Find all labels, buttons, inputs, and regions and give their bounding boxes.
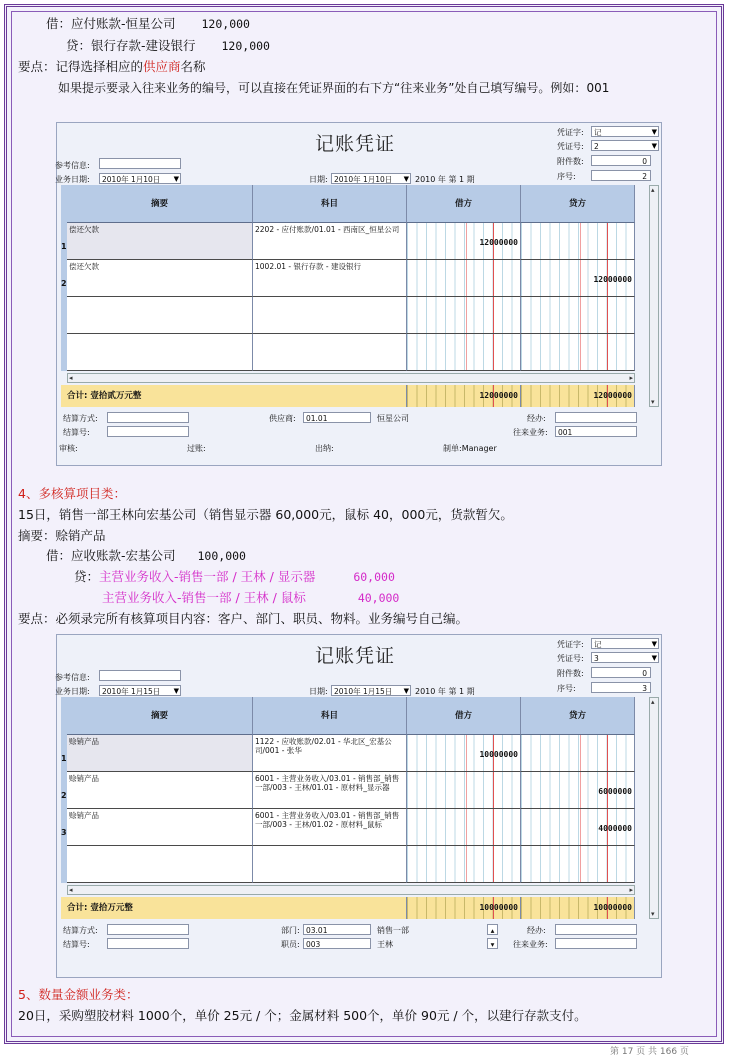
seq-input[interactable]: 2 [591, 170, 651, 181]
maker-field [443, 443, 497, 454]
decimal-line [493, 846, 494, 883]
biz-date-label: 业务日期: [55, 175, 90, 184]
scroll-down-icon[interactable]: ▾ [651, 910, 655, 918]
settle-no-label: 结算号: [63, 428, 90, 437]
debit-cell[interactable] [407, 334, 521, 371]
debit-amount: 12000000 [479, 238, 518, 247]
settle-method-label: 结算方式: [63, 926, 98, 935]
debit-amount: 10000000 [479, 750, 518, 759]
page-footer: 第 17 页 共 166 页 [610, 1047, 689, 1057]
summary-cell[interactable] [67, 334, 253, 371]
biz-date-label: 业务日期: [55, 687, 90, 696]
thousand-line [580, 772, 581, 809]
thousand-line [466, 809, 467, 846]
thousand-line [466, 735, 467, 772]
decimal-line [493, 260, 494, 297]
biz-date-picker[interactable]: 2010年 1月10日 ▼ [99, 173, 181, 184]
attach-input[interactable]: 0 [591, 155, 651, 166]
entry-debit-line [46, 16, 250, 32]
debit-cell[interactable] [407, 809, 521, 846]
settle-no-label: 结算号: [63, 940, 90, 949]
voucher-no-select[interactable]: 3 ▼ [591, 652, 659, 663]
section-4-credit-2 [102, 590, 399, 606]
thousand-line [580, 223, 581, 260]
thousand-line [580, 735, 581, 772]
date-picker[interactable]: 2010年 1月10日 ▼ [331, 173, 411, 184]
summary-cell[interactable] [67, 297, 253, 334]
voucher-title: 记账凭证 [315, 133, 396, 155]
row-number: 2 [61, 260, 67, 297]
attach-label: 附件数: [557, 669, 584, 678]
voucher-type-select[interactable]: 记 ▼ [591, 638, 659, 649]
credit-cell[interactable] [521, 334, 635, 371]
voucher-window-1 [56, 122, 662, 466]
header-account: 科目 [253, 697, 407, 735]
thousand-line [466, 260, 467, 297]
debit-amount: 120,000 [201, 17, 250, 31]
settle-no-input[interactable] [107, 938, 189, 949]
debit-account: 借：应付账款-恒星公司 [46, 16, 176, 31]
biz-no-input[interactable]: 001 [555, 426, 637, 437]
decimal-line [607, 223, 608, 260]
account-cell[interactable]: 6001 - 主营业务收入/03.01 - 销售部_销售一部/003 - 王林/01.01 - 原材料_显示器 [253, 772, 407, 809]
voucher-title: 记账凭证 [315, 645, 396, 667]
thousand-line [580, 260, 581, 297]
summary-cell[interactable]: 偿还欠款 [67, 223, 253, 260]
biz-no-label: 往来业务: [513, 428, 548, 437]
voucher-type-select[interactable]: 记 ▼ [591, 126, 659, 137]
decimal-line [493, 772, 494, 809]
credit-amount: 4000000 [598, 824, 632, 833]
key-point-suffix: 名称 [180, 59, 206, 74]
debit-cell[interactable] [407, 297, 521, 334]
credit-cell[interactable] [521, 297, 635, 334]
voucher-window-2 [56, 634, 662, 978]
entry-credit-line [66, 38, 270, 54]
vertical-scrollbar[interactable] [649, 697, 659, 919]
total-debit-cell [407, 897, 521, 919]
header-credit: 贷方 [521, 697, 635, 735]
s4-credit-2-account: 主营业务收入-销售一部 / 王林 / 鼠标 [102, 590, 306, 605]
scroll-up-icon[interactable]: ▴ [651, 698, 655, 706]
scroll-right-icon[interactable]: ▸ [629, 886, 633, 894]
summary-cell[interactable]: 赊销产品 [67, 809, 253, 846]
credit-cell[interactable] [521, 735, 635, 772]
supplier-label: 供应商: [269, 414, 296, 423]
grid-corner [61, 185, 67, 223]
voucher-no-select[interactable]: 2 ▼ [591, 140, 659, 151]
header-summary: 摘要 [67, 697, 253, 735]
date-label: 日期: [309, 175, 328, 184]
thousand-line [580, 846, 581, 883]
horizontal-scrollbar[interactable] [67, 885, 635, 895]
thousand-line [580, 334, 581, 371]
thousand-line [466, 772, 467, 809]
hint-line: 如果提示要录入往来业务的编号，可以直接在凭证界面的右下方“往来业务”处自己填写编号。例如：001 [58, 81, 610, 95]
credit-cell[interactable] [521, 772, 635, 809]
biz-no-input[interactable] [555, 938, 637, 949]
account-cell[interactable] [253, 846, 407, 883]
s4-debit-amount: 100,000 [197, 549, 246, 563]
header-account: 科目 [253, 185, 407, 223]
supplier-input[interactable]: 01.01 [303, 412, 371, 423]
section-4-summary: 摘要：赊销产品 [18, 528, 106, 543]
voucher-type-label: 凭证字: [557, 128, 584, 137]
section-4-title: 4、多核算项目类： [18, 486, 126, 501]
section-4-line-1: 15日，销售一部王林向宏基公司（销售显示器 60,000元，鼠标 40，000元，货款暂欠。 [18, 507, 513, 522]
dept-label: 部门: [281, 926, 300, 935]
voucher-no-label: 凭证号: [557, 654, 584, 663]
handler-input[interactable] [555, 412, 637, 423]
section-5-title: 5、数量金额业务类： [18, 987, 139, 1002]
horizontal-scrollbar[interactable] [67, 373, 635, 383]
thousand-line [580, 297, 581, 334]
section-5-line-1: 20日，采购塑胶材料 1000个，单价 25元 / 个；金属材料 500个，单价 90元 / 个，以建行存款支付。 [18, 1008, 587, 1023]
header-debit: 借方 [407, 697, 521, 735]
voucher-no-label: 凭证号: [557, 142, 584, 151]
settle-method-input[interactable] [107, 412, 189, 423]
account-cell[interactable]: 2202 - 应付账款/01.01 - 西南区_恒星公司 [253, 223, 407, 260]
section-4-debit [46, 548, 246, 564]
debit-cell[interactable] [407, 735, 521, 772]
header-credit: 贷方 [521, 185, 635, 223]
scroll-up-icon[interactable]: ▴ [651, 186, 655, 194]
scroll-left-icon[interactable]: ◂ [69, 886, 73, 894]
account-cell[interactable] [253, 297, 407, 334]
handler-input[interactable] [555, 924, 637, 935]
handler-label: 经办: [527, 926, 546, 935]
total-label: 合计: 壹拾贰万元整 [61, 385, 407, 407]
thousand-line [466, 297, 467, 334]
row-number: 2 [61, 772, 67, 809]
key-point-line [18, 59, 206, 75]
staff-name: 王林 [377, 940, 393, 949]
spin-down-icon[interactable]: ▾ [487, 938, 498, 949]
ref-info-input[interactable] [99, 158, 181, 169]
cashier-label: 出纳: [315, 444, 334, 453]
seq-label: 序号: [557, 684, 576, 693]
settle-method-input[interactable] [107, 924, 189, 935]
audit-label: 审核: [59, 444, 78, 453]
supplier-name: 恒星公司 [377, 414, 409, 423]
section-4-credit-1 [74, 569, 395, 585]
total-credit-cell [521, 385, 635, 407]
credit-account: 贷：银行存款-建设银行 [66, 38, 196, 53]
decimal-line [607, 846, 608, 883]
total-debit-cell [407, 385, 521, 407]
s4-credit-1-account: 主营业务收入-销售一部 / 王林 / 显示器 [99, 569, 316, 584]
staff-input[interactable]: 003 [303, 938, 371, 949]
s4-credit-1-amount: 60,000 [353, 570, 395, 584]
total-credit: 12000000 [593, 391, 632, 400]
seq-input[interactable]: 3 [591, 682, 651, 693]
scroll-right-icon[interactable]: ▸ [629, 374, 633, 382]
debit-cell[interactable] [407, 846, 521, 883]
thousand-line [466, 846, 467, 883]
total-debit: 10000000 [479, 903, 518, 912]
date-label: 日期: [309, 687, 328, 696]
settle-no-input[interactable] [107, 426, 189, 437]
decimal-line [607, 735, 608, 772]
thousand-line [580, 809, 581, 846]
header-summary: 摘要 [67, 185, 253, 223]
handler-label: 经办: [527, 414, 546, 423]
decimal-line [493, 297, 494, 334]
header-debit: 借方 [407, 185, 521, 223]
credit-amount: 6000000 [598, 787, 632, 796]
total-credit: 10000000 [593, 903, 632, 912]
row-number: 3 [61, 809, 67, 846]
key-point-highlight: 供应商 [143, 59, 181, 74]
section-4-key-point: 要点：必须录完所有核算项目内容：客户、部门、职员、物料。业务编号自己编。 [18, 611, 469, 626]
summary-cell[interactable] [67, 846, 253, 883]
summary-cell[interactable]: 偿还欠款 [67, 260, 253, 297]
key-point-prefix: 要点：记得选择相应的 [18, 59, 144, 74]
s4-credit-2-amount: 40,000 [357, 591, 400, 605]
decimal-line [493, 809, 494, 846]
s4-credit-prefix: 贷： [74, 569, 100, 584]
credit-amount: 120,000 [221, 39, 270, 53]
decimal-line [493, 334, 494, 371]
staff-label: 职员: [281, 940, 300, 949]
summary-cell[interactable]: 赊销产品 [67, 735, 253, 772]
debit-cell[interactable] [407, 260, 521, 297]
ref-info-label: 参考信息: [55, 161, 90, 170]
credit-amount: 12000000 [593, 275, 632, 284]
total-credit-cell [521, 897, 635, 919]
attach-label: 附件数: [557, 157, 584, 166]
s4-debit-account: 借：应收账款-宏基公司 [46, 548, 176, 563]
date-picker[interactable]: 2010年 1月15日 ▼ [331, 685, 411, 696]
summary-cell[interactable]: 赊销产品 [67, 772, 253, 809]
credit-cell[interactable] [521, 846, 635, 883]
decimal-line [607, 297, 608, 334]
dept-name: 销售一部 [377, 926, 409, 935]
row-number: 1 [61, 735, 67, 772]
settle-method-label: 结算方式: [63, 414, 98, 423]
biz-date-picker[interactable]: 2010年 1月15日 ▼ [99, 685, 181, 696]
dept-input[interactable]: 03.01 [303, 924, 371, 935]
account-cell[interactable]: 1122 - 应收账款/02.01 - 华北区_宏基公司/001 - 张华 [253, 735, 407, 772]
post-label: 过账: [187, 444, 206, 453]
spin-up-icon[interactable]: ▴ [487, 924, 498, 935]
total-label: 合计: 壹拾万元整 [61, 897, 407, 919]
total-debit: 12000000 [479, 391, 518, 400]
scroll-left-icon[interactable]: ◂ [69, 374, 73, 382]
account-cell[interactable] [253, 334, 407, 371]
vertical-scrollbar[interactable] [649, 185, 659, 407]
ref-info-input[interactable] [99, 670, 181, 681]
thousand-line [466, 334, 467, 371]
maker-label: 制单: [443, 444, 462, 453]
period-text: 2010 年 第 1 期 [415, 175, 475, 184]
account-cell[interactable]: 1002.01 - 银行存款 - 建设银行 [253, 260, 407, 297]
decimal-line [607, 334, 608, 371]
row-number: 1 [61, 223, 67, 260]
scroll-down-icon[interactable]: ▾ [651, 398, 655, 406]
attach-input[interactable]: 0 [591, 667, 651, 678]
credit-cell[interactable] [521, 223, 635, 260]
debit-cell[interactable] [407, 772, 521, 809]
account-cell[interactable]: 6001 - 主营业务收入/03.01 - 销售部_销售一部/003 - 王林/01.02 - 原材料_鼠标 [253, 809, 407, 846]
period-text: 2010 年 第 1 期 [415, 687, 475, 696]
biz-no-label: 往来业务: [513, 940, 548, 949]
debit-cell[interactable] [407, 223, 521, 260]
credit-cell[interactable] [521, 260, 635, 297]
credit-cell[interactable] [521, 809, 635, 846]
ref-info-label: 参考信息: [55, 673, 90, 682]
voucher-type-label: 凭证字: [557, 640, 584, 649]
grid-corner [61, 697, 67, 735]
thousand-line [466, 223, 467, 260]
seq-label: 序号: [557, 172, 576, 181]
maker-value: Manager [461, 444, 497, 453]
